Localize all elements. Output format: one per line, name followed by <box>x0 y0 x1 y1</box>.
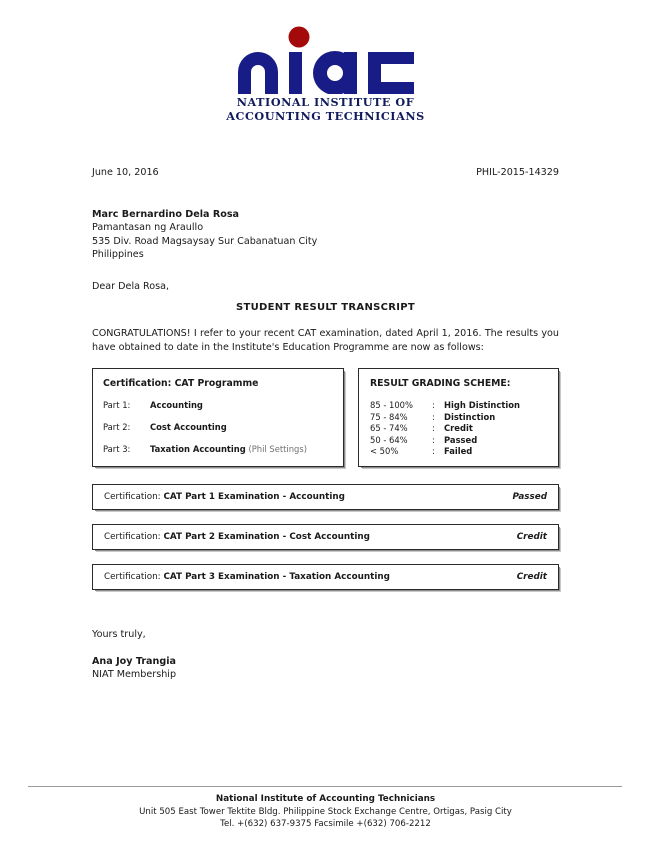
recipient-address-block <box>92 208 317 262</box>
grade-colon: : <box>432 400 435 410</box>
footer-contact: Tel. +(632) 637-9375 Facsimile +(632) 706-2212 <box>220 819 431 830</box>
intro-paragraph: CONGRATULATIONS! I refer to your recent CAT examination, dated April 1, 2016. The results you have obtained to date in the Institute's Education Programme are now as follows: <box>92 328 559 353</box>
grading-panel-heading: RESULT GRADING SCHEME: <box>370 378 511 389</box>
part-note: (Phil Settings) <box>248 444 307 454</box>
certification-programme-panel <box>92 368 344 467</box>
result-grade-badge: Passed <box>512 492 547 502</box>
grade-name: Passed <box>444 434 478 445</box>
exam-results-list <box>92 484 559 604</box>
grading-row <box>370 412 548 424</box>
logo-subtitle <box>0 96 651 123</box>
grade-colon: : <box>432 411 435 422</box>
grade-colon: : <box>432 423 435 434</box>
part-label: Part 2: <box>103 422 131 432</box>
result-grade-badge: Credit <box>516 532 547 542</box>
part-label: Part 1: <box>103 400 131 410</box>
signer-title: NIAT Membership <box>92 669 177 681</box>
result-row <box>92 484 559 510</box>
part-name: Accounting <box>150 400 203 410</box>
grading-row <box>370 423 548 435</box>
result-prefix: Certification: <box>104 532 164 542</box>
certification-part-row <box>103 422 333 433</box>
organization-logo <box>0 26 651 123</box>
signature-block <box>92 655 176 682</box>
grade-range: 65 - 74% <box>370 423 408 434</box>
grade-colon: : <box>432 434 435 445</box>
recipient-country: Philippines <box>92 249 144 261</box>
grade-range: < 50% <box>370 446 399 457</box>
result-exam-name: CAT Part 3 Examination - Taxation Accounting <box>163 572 390 582</box>
footer-organization: National Institute of Accounting Technicians <box>215 794 436 804</box>
result-row <box>92 564 559 590</box>
result-description <box>104 492 345 502</box>
page-title: STUDENT RESULT TRANSCRIPT <box>235 302 416 313</box>
signer-name: Ana Joy Trangia <box>92 656 176 667</box>
letter-meta-row <box>92 167 559 178</box>
grade-range: 85 - 100% <box>370 400 413 410</box>
valediction: Yours truly, <box>92 629 146 640</box>
grade-name: Failed <box>444 446 473 457</box>
part-label: Part 3: <box>103 444 131 454</box>
grading-row <box>370 435 548 447</box>
grade-name: Credit <box>444 423 473 434</box>
result-grading-scheme-panel <box>358 368 559 467</box>
certification-part-row <box>103 444 333 455</box>
result-exam-name: CAT Part 1 Examination - Accounting <box>163 492 345 502</box>
reference-number: PHIL-2015-14329 <box>476 167 559 178</box>
summary-panels <box>92 368 559 467</box>
grade-range: 50 - 64% <box>370 434 408 445</box>
result-description <box>104 532 370 542</box>
salutation: Dear Dela Rosa, <box>92 281 170 292</box>
recipient-street: 535 Div. Road Magsaysay Sur Cabanatuan City <box>92 235 318 247</box>
grading-row <box>370 400 548 412</box>
footer-address: Unit 505 East Tower Tektite Bldg. Philippine Stock Exchange Centre, Ortigas, Pasig City <box>139 806 512 817</box>
result-grade-badge: Credit <box>516 572 547 582</box>
recipient-name: Marc Bernardino Dela Rosa <box>92 209 240 220</box>
grade-name: Distinction <box>444 411 496 422</box>
recipient-institution: Pamantasan ng Araullo <box>92 222 204 234</box>
footer-divider <box>28 786 622 787</box>
certification-panel-heading: Certification: CAT Programme <box>103 378 259 389</box>
result-description <box>104 572 390 582</box>
part-name: Cost Accounting <box>150 422 227 432</box>
certification-part-row <box>103 400 333 411</box>
grade-colon: : <box>432 446 435 457</box>
niat-wordmark-icon <box>236 26 416 94</box>
result-prefix: Certification: <box>104 492 164 502</box>
result-prefix: Certification: <box>104 572 164 582</box>
letter-date: June 10, 2016 <box>92 167 159 178</box>
logo-subtitle-line-2: ACCOUNTING TECHNICIANS <box>226 108 425 123</box>
grading-row <box>370 446 548 458</box>
part-name: Taxation Accounting <box>150 444 246 454</box>
result-row <box>92 524 559 550</box>
page-footer <box>0 793 651 831</box>
grade-name: High Distinction <box>444 400 520 410</box>
logo-subtitle-line-1: NATIONAL INSTITUTE OF <box>236 95 415 109</box>
grade-range: 75 - 84% <box>370 411 408 422</box>
result-exam-name: CAT Part 2 Examination - Cost Accounting <box>163 532 370 542</box>
